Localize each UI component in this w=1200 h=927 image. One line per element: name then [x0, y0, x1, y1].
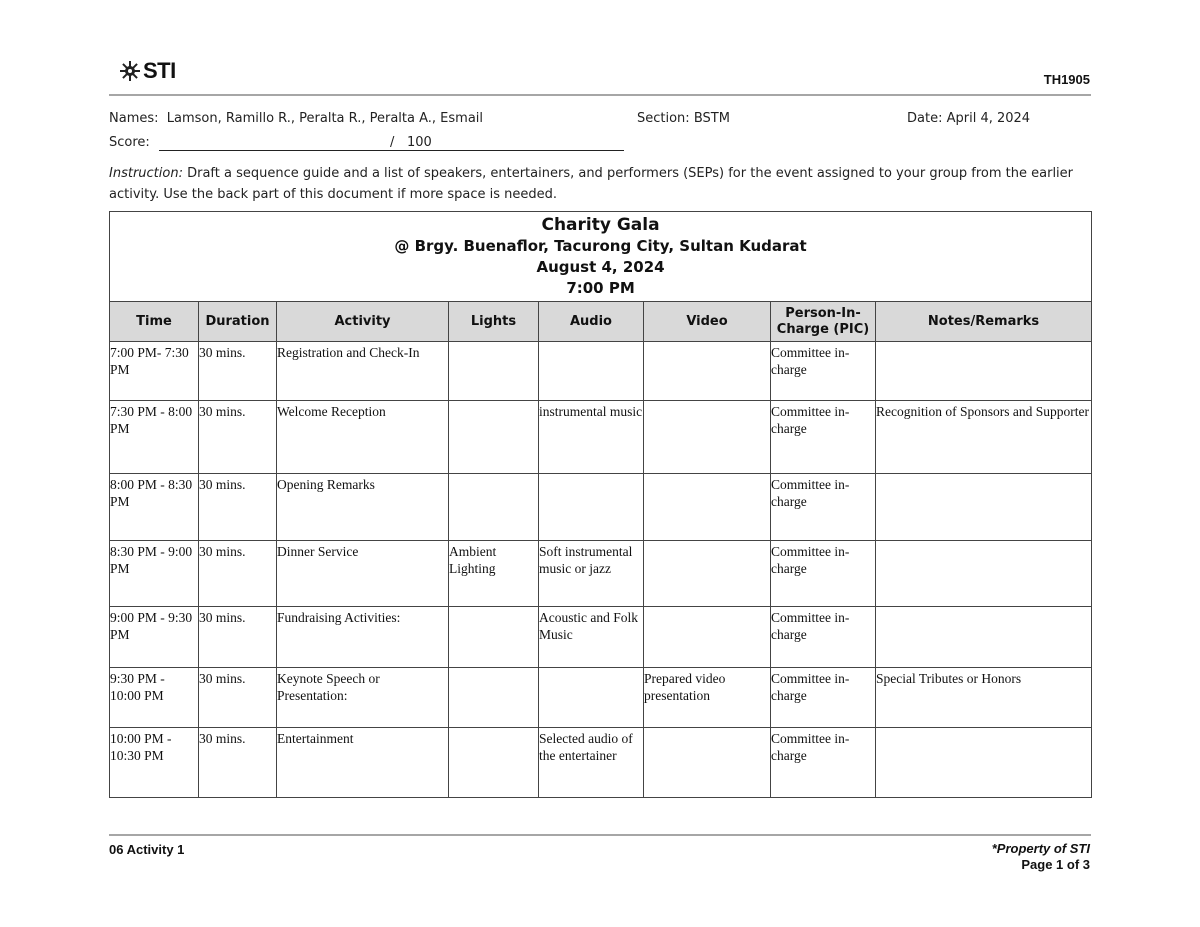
cell-duration: 30 mins.	[199, 668, 277, 728]
footer-page-number: Page 1 of 3	[1021, 857, 1090, 872]
cell-lights	[449, 401, 539, 474]
logo-text: STI	[143, 58, 176, 83]
cell-audio: Acoustic and Folk Music	[539, 607, 644, 668]
date-label: Date:	[907, 111, 943, 126]
score-label: Score:	[109, 135, 150, 150]
cell-duration: 30 mins.	[199, 541, 277, 607]
section-value: BSTM	[693, 111, 730, 126]
cell-video	[644, 607, 771, 668]
cell-audio	[539, 474, 644, 541]
cell-time: 8:30 PM - 9:00 PM	[110, 541, 199, 607]
cell-time: 9:30 PM - 10:00 PM	[110, 668, 199, 728]
cell-notes	[876, 474, 1092, 541]
sequence-guide-table	[109, 211, 1092, 798]
names-value: Lamson, Ramillo R., Peralta R., Peralta A., Esmail	[166, 111, 484, 126]
cell-lights	[449, 728, 539, 798]
event-header-row	[110, 212, 1092, 302]
score-total: 100	[407, 135, 432, 150]
column-header-row	[110, 302, 1092, 342]
event-time: 7:00 PM	[566, 279, 635, 297]
cell-video	[644, 541, 771, 607]
footer-property: *Property of STI	[991, 841, 1090, 856]
cell-time: 7:00 PM- 7:30 PM	[110, 342, 199, 401]
cell-pic: Committee in-charge	[771, 401, 876, 474]
score-separator: /	[390, 135, 395, 150]
score-blank-line	[159, 150, 395, 151]
column-header-time: Time	[110, 302, 199, 342]
cell-notes	[876, 342, 1092, 401]
cell-video: Prepared video presentation	[644, 668, 771, 728]
cell-notes	[876, 607, 1092, 668]
names-label: Names:	[109, 111, 159, 126]
sti-logo	[118, 58, 176, 84]
table-row	[110, 342, 1092, 401]
cell-activity: Welcome Reception	[277, 401, 449, 474]
cell-notes: Recognition of Sponsors and Supporter	[876, 401, 1092, 474]
cell-time: 10:00 PM - 10:30 PM	[110, 728, 199, 798]
footer-rule	[109, 834, 1091, 836]
cell-audio	[539, 668, 644, 728]
cell-lights	[449, 607, 539, 668]
column-header-pic: Person-In-Charge (PIC)	[771, 302, 876, 342]
table-row	[110, 541, 1092, 607]
table-row	[110, 607, 1092, 668]
column-header-video: Video	[644, 302, 771, 342]
cell-audio: Selected audio of the entertainer	[539, 728, 644, 798]
column-header-activity: Activity	[277, 302, 449, 342]
cell-time: 8:00 PM - 8:30 PM	[110, 474, 199, 541]
column-header-lights: Lights	[449, 302, 539, 342]
event-header	[110, 212, 1092, 302]
column-header-audio: Audio	[539, 302, 644, 342]
cell-video	[644, 474, 771, 541]
score-field	[109, 135, 629, 150]
column-header-notes: Notes/Remarks	[876, 302, 1092, 342]
cell-activity: Keynote Speech or Presentation:	[277, 668, 449, 728]
instruction-text: Draft a sequence guide and a list of speakers, entertainers, and performers (SEPs) for the event assigned to your group from the earlier activity. Use the back part of this document if more space is needed.	[109, 166, 1074, 202]
cell-video	[644, 728, 771, 798]
cell-audio: Soft instrumental music or jazz	[539, 541, 644, 607]
event-date: August 4, 2024	[536, 258, 665, 276]
event-venue: @ Brgy. Buenaflor, Tacurong City, Sultan Kudarat	[394, 237, 807, 255]
event-title: Charity Gala	[541, 215, 660, 235]
section-field	[637, 111, 730, 126]
cell-time: 9:00 PM - 9:30 PM	[110, 607, 199, 668]
cell-pic: Committee in-charge	[771, 668, 876, 728]
cell-lights	[449, 474, 539, 541]
cell-lights	[449, 668, 539, 728]
cell-duration: 30 mins.	[199, 607, 277, 668]
table-row	[110, 728, 1092, 798]
footer-info	[992, 841, 1090, 873]
instruction	[109, 163, 1079, 205]
cell-duration: 30 mins.	[199, 342, 277, 401]
cell-activity: Dinner Service	[277, 541, 449, 607]
cell-notes	[876, 541, 1092, 607]
cell-time: 7:30 PM - 8:00 PM	[110, 401, 199, 474]
cell-activity: Opening Remarks	[277, 474, 449, 541]
cell-video	[644, 342, 771, 401]
cell-activity: Fundraising Activities:	[277, 607, 449, 668]
cell-pic: Committee in-charge	[771, 607, 876, 668]
cell-audio: instrumental music	[539, 401, 644, 474]
score-total-line	[395, 150, 624, 151]
cell-notes	[876, 728, 1092, 798]
cell-duration: 30 mins.	[199, 401, 277, 474]
instruction-label: Instruction:	[109, 166, 183, 181]
cell-pic: Committee in-charge	[771, 541, 876, 607]
section-label: Section:	[637, 111, 690, 126]
table-row	[110, 401, 1092, 474]
document-code: TH1905	[1043, 72, 1090, 87]
cell-video	[644, 401, 771, 474]
sti-logo-icon	[118, 61, 142, 81]
cell-lights	[449, 342, 539, 401]
cell-activity: Entertainment	[277, 728, 449, 798]
column-header-duration: Duration	[199, 302, 277, 342]
table-row	[110, 474, 1092, 541]
cell-duration: 30 mins.	[199, 728, 277, 798]
header-rule	[109, 94, 1091, 96]
date-field	[907, 111, 1030, 126]
cell-duration: 30 mins.	[199, 474, 277, 541]
names-field	[109, 111, 483, 126]
date-value: April 4, 2024	[946, 111, 1031, 126]
cell-pic: Committee in-charge	[771, 728, 876, 798]
cell-notes: Special Tributes or Honors	[876, 668, 1092, 728]
cell-pic: Committee in-charge	[771, 342, 876, 401]
cell-activity: Registration and Check-In	[277, 342, 449, 401]
footer-activity: 06 Activity 1	[109, 842, 185, 857]
cell-audio	[539, 342, 644, 401]
table-row	[110, 668, 1092, 728]
cell-pic: Committee in-charge	[771, 474, 876, 541]
cell-lights: Ambient Lighting	[449, 541, 539, 607]
